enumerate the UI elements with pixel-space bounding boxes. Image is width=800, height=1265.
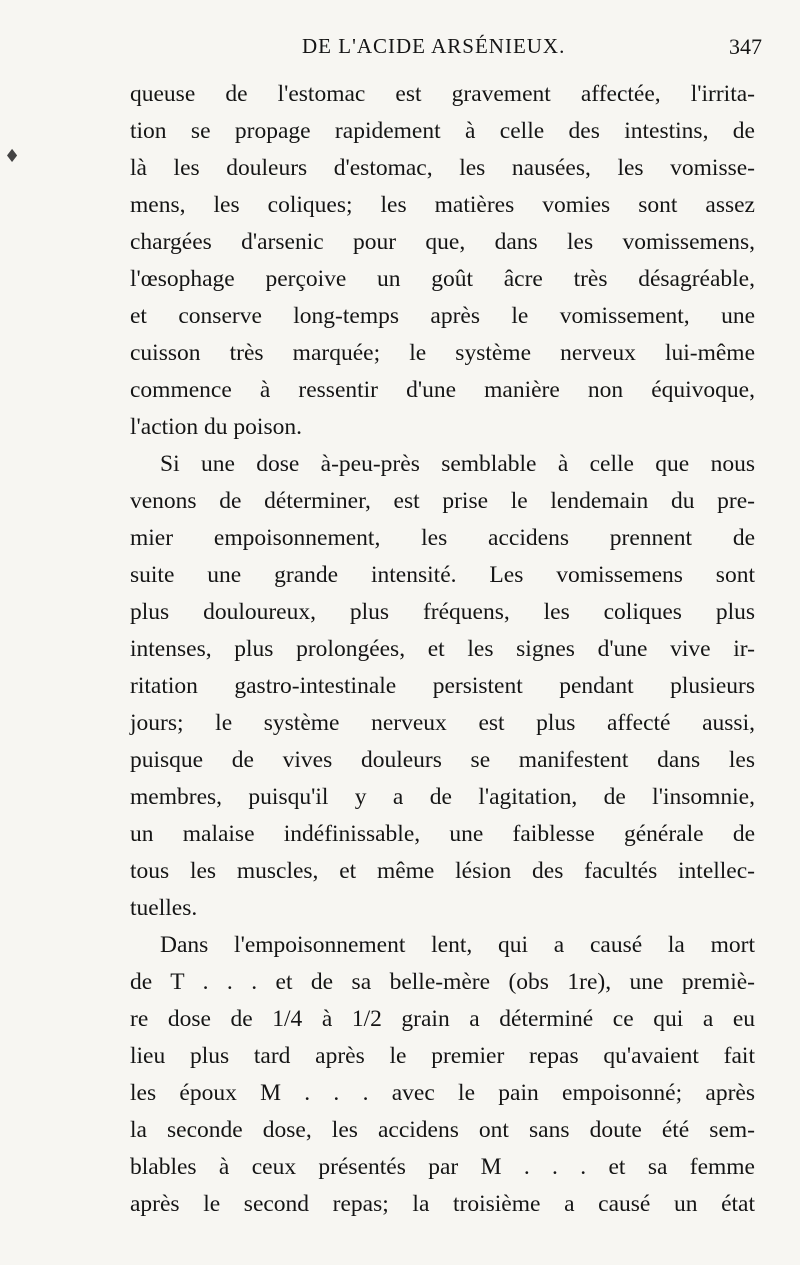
text-line: tuelles. — [130, 895, 198, 921]
text-line: jours; le système nerveux est plus affecté aussi, — [130, 710, 755, 736]
text-line: commence à ressentir d'une manière non équivoque, — [130, 377, 755, 403]
text-line: chargées d'arsenic pour que, dans les vomissemens, — [130, 229, 755, 255]
text-line: queuse de l'estomac est gravement affectée, l'irrita- — [130, 81, 755, 107]
text-line: et conserve long-temps après le vomissement, une — [130, 303, 755, 329]
text-line: ritation gastro-intestinale persistent pendant plusieurs — [130, 673, 755, 699]
text-line: blables à ceux présentés par M . . . et sa femme — [130, 1154, 755, 1180]
text-line: les époux M . . . avec le pain empoisonné; après — [130, 1080, 755, 1106]
text-line: de T . . . et de sa belle-mère (obs 1re), une premiè- — [130, 969, 755, 995]
text-line: tion se propage rapidement à celle des intestins, de — [130, 118, 755, 144]
text-line: l'action du poison. — [130, 414, 302, 440]
text-line: mens, les coliques; les matières vomies sont assez — [130, 192, 755, 218]
paragraph-start-line: Dans l'empoisonnement lent, qui a causé la mort — [160, 932, 755, 958]
paragraph-start-line: Si une dose à-peu-près semblable à celle que nous — [160, 451, 755, 477]
text-line: là les douleurs d'estomac, les nausées, les vomisse- — [130, 155, 755, 181]
text-line: l'œsophage perçoive un goût âcre très désagréable, — [130, 266, 755, 292]
page-header — [130, 34, 762, 64]
text-line: cuisson très marquée; le système nerveux lui-même — [130, 340, 755, 366]
page-number: 347 — [729, 34, 762, 59]
text-line: re dose de 1/4 à 1/2 grain a déterminé ce qui a eu — [130, 1006, 755, 1032]
text-line: tous les muscles, et même lésion des facultés intellec- — [130, 858, 755, 884]
body-text — [130, 76, 755, 1223]
text-line: lieu plus tard après le premier repas qu'avaient fait — [130, 1043, 755, 1069]
text-line: suite une grande intensité. Les vomissemens sont — [130, 562, 755, 588]
text-line: mier empoisonnement, les accidens prennent de — [130, 525, 755, 551]
text-line: membres, puisqu'il y a de l'agitation, de l'insomnie, — [130, 784, 755, 810]
text-line: plus douloureux, plus fréquens, les coliques plus — [130, 599, 755, 625]
text-line: venons de déterminer, est prise le lendemain du pre- — [130, 488, 755, 514]
text-line: après le second repas; la troisième a causé un état — [130, 1191, 755, 1217]
text-line: intenses, plus prolongées, et les signes d'une vive ir- — [130, 636, 755, 662]
text-line: la seconde dose, les accidens ont sans doute été sem- — [130, 1117, 755, 1143]
text-line: un malaise indéfinissable, une faiblesse générale de — [130, 821, 755, 847]
text-line: puisque de vives douleurs se manifestent dans les — [130, 747, 755, 773]
margin-mark: ♦ — [4, 146, 21, 167]
running-title: DE L'ACIDE ARSÉNIEUX. — [302, 34, 566, 58]
